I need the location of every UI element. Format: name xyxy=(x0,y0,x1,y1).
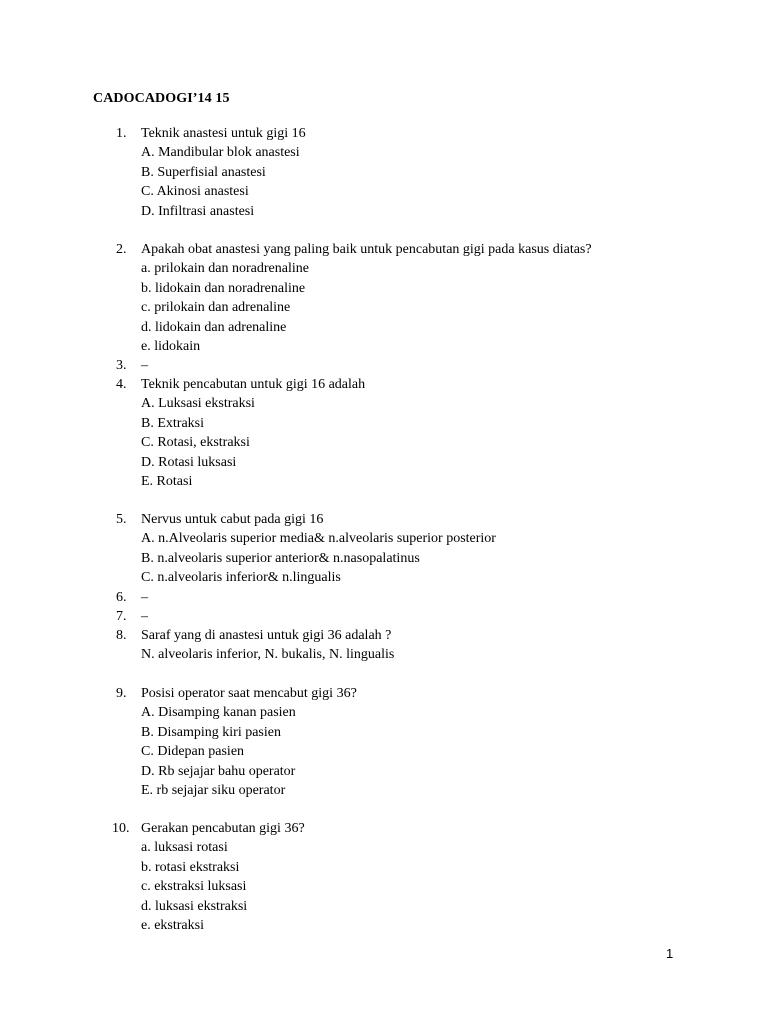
answer-option: B. Disamping kiri pasien xyxy=(141,724,281,740)
question-text: Posisi operator saat mencabut gigi 36? xyxy=(141,686,357,701)
question-number: 8. xyxy=(116,628,127,643)
question-text: Teknik anastesi untuk gigi 16 xyxy=(141,126,306,141)
answer-option: D. Infiltrasi anastesi xyxy=(141,203,255,219)
answer-option: A. Luksasi ekstraksi xyxy=(141,396,255,412)
answer-option: a. prilokain dan noradrenaline xyxy=(141,261,309,277)
answer-option: C. n.alveolaris inferior& n.lingualis xyxy=(141,570,341,586)
answer-option: C. Akinosi anastesi xyxy=(141,184,249,200)
question-text: Nervus untuk cabut pada gigi 16 xyxy=(141,512,324,527)
answer-option: N. alveolaris inferior, N. bukalis, N. lingualis xyxy=(141,647,395,663)
answer-option: D. Rb sejajar bahu operator xyxy=(141,763,296,779)
answer-option: b. lidokain dan noradrenaline xyxy=(141,280,306,296)
question-number: 5. xyxy=(116,512,127,527)
document-title: CADOCADOGI’14 15 xyxy=(93,91,230,106)
answer-option: C. Rotasi, ekstraksi xyxy=(141,435,250,451)
question-text: – xyxy=(141,590,148,605)
question-number: 6. xyxy=(116,590,127,605)
question-text: Saraf yang di anastesi untuk gigi 36 adalah ? xyxy=(141,628,392,643)
answer-option: A. Disamping kanan pasien xyxy=(141,705,296,721)
page-number: 1 xyxy=(666,946,674,961)
answer-option: e. ekstraksi xyxy=(141,918,204,933)
answer-option: D. Rotasi luksasi xyxy=(141,454,237,470)
answer-option: A. Mandibular blok anastesi xyxy=(141,145,300,161)
question-number: 4. xyxy=(116,377,127,392)
answer-option: d. luksasi ekstraksi xyxy=(141,898,248,914)
answer-option: B. Extraksi xyxy=(141,415,204,431)
question-text: Teknik pencabutan untuk gigi 16 adalah xyxy=(141,377,366,392)
answer-option: e. lidokain xyxy=(141,339,201,354)
question-text: – xyxy=(141,358,148,373)
question-number: 7. xyxy=(116,609,127,624)
question-number: 10. xyxy=(112,821,130,836)
question-number: 3. xyxy=(116,358,127,373)
question-number: 9. xyxy=(116,686,127,701)
question-text: Apakah obat anastesi yang paling baik untuk pencabutan gigi pada kasus diatas? xyxy=(141,242,592,257)
answer-option: b. rotasi ekstraksi xyxy=(141,859,240,875)
question-text: Gerakan pencabutan gigi 36? xyxy=(141,821,305,836)
question-number: 2. xyxy=(116,242,127,257)
question-text: – xyxy=(141,609,148,624)
question-number: 1. xyxy=(116,126,127,141)
answer-option: E. rb sejajar siku operator xyxy=(141,783,286,798)
answer-option: B. Superfisial anastesi xyxy=(141,164,266,180)
answer-option: E. Rotasi xyxy=(141,474,193,489)
answer-option: B. n.alveolaris superior anterior& n.nasopalatinus xyxy=(141,550,420,566)
answer-option: a. luksasi rotasi xyxy=(141,840,228,856)
answer-option: A. n.Alveolaris superior media& n.alveolaris superior posterior xyxy=(141,531,496,547)
answer-option: d. lidokain dan adrenaline xyxy=(141,319,287,335)
answer-option: c. prilokain dan adrenaline xyxy=(141,300,291,316)
answer-option: c. ekstraksi luksasi xyxy=(141,879,247,895)
answer-option: C. Didepan pasien xyxy=(141,744,245,760)
